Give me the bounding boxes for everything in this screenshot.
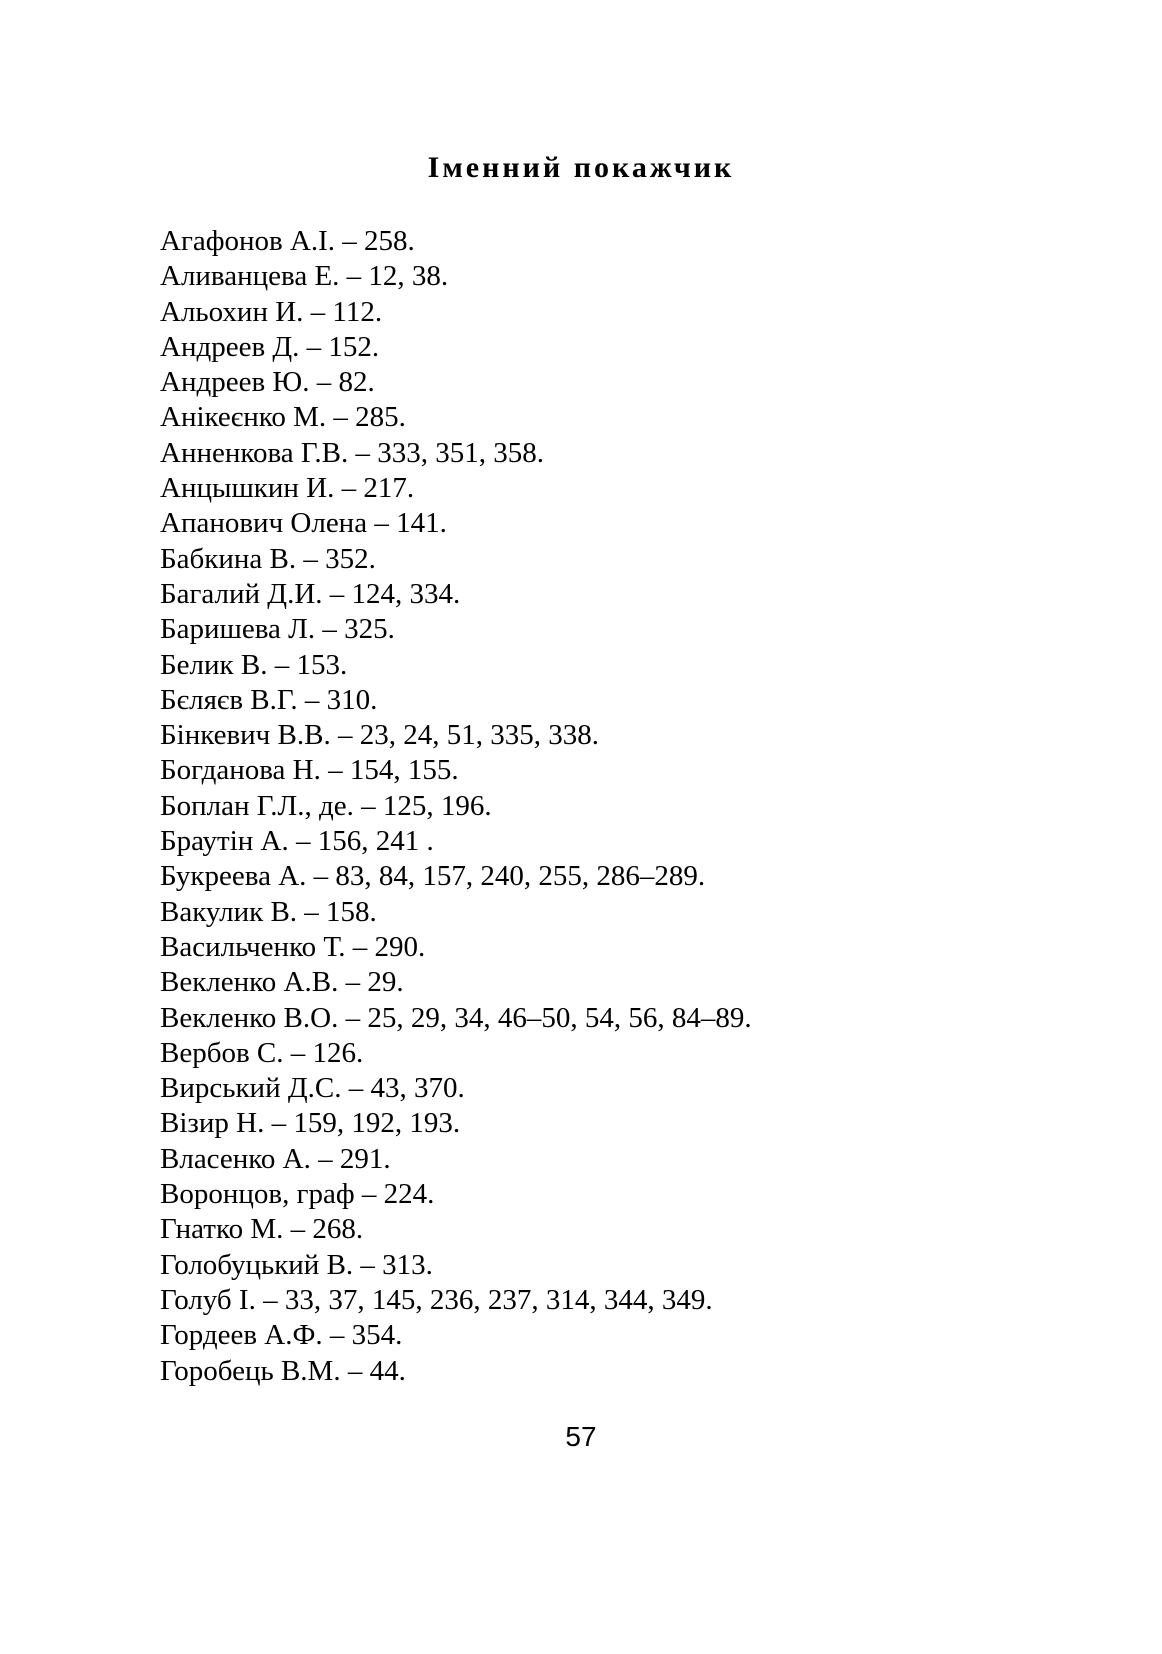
index-entry: Вакулик В. – 158. — [160, 895, 377, 928]
index-entry: Вербов С. – 126. — [160, 1036, 364, 1069]
page-number: 57 — [565, 1421, 597, 1452]
index-entry: Баришева Л. – 325. — [160, 613, 395, 646]
index-entry: Боплан Г.Л., де. – 125, 196. — [160, 789, 492, 822]
index-entry: Андреев Ю. – 82. — [160, 366, 375, 399]
index-entry: Голобуцький В. – 313. — [160, 1248, 433, 1281]
index-entry: Анненкова Г.В. – 333, 351, 358. — [160, 436, 545, 469]
index-entry: Богданова Н. – 154, 155. — [160, 754, 459, 787]
index-entry: Альохин И. – 112. — [160, 295, 383, 328]
index-entry: Анцышкин И. – 217. — [160, 472, 415, 505]
index-entry: Бєляєв В.Г. – 310. — [160, 683, 378, 716]
index-entry: Вирський Д.С. – 43, 370. — [160, 1072, 465, 1105]
index-entry: Анікеєнко М. – 285. — [160, 401, 406, 434]
index-entry: Андреев Д. – 152. — [160, 330, 380, 363]
index-entry: Багалий Д.И. – 124, 334. — [160, 577, 461, 610]
index-entry: Агафонов А.І. – 258. — [160, 225, 415, 257]
index-entry: Апанович Олена – 141. — [160, 507, 447, 540]
index-entry: Васильченко Т. – 290. — [160, 930, 426, 963]
index-entry: Векленко В.О. – 25, 29, 34, 46–50, 54, 56, 84–89. — [160, 1001, 752, 1034]
index-entry: Власенко А. – 291. — [160, 1142, 391, 1175]
index-entry: Воронцов, граф – 224. — [160, 1178, 435, 1211]
index-entry: Горобець В.М. – 44. — [160, 1354, 406, 1387]
index-entry: Гордеев А.Ф. – 354. — [160, 1319, 403, 1352]
page-title: Іменний покажчик — [427, 151, 735, 184]
index-entry: Бінкевич В.В. – 23, 24, 51, 335, 338. — [160, 719, 599, 752]
index-entry: Букреева А. – 83, 84, 157, 240, 255, 286–289. — [160, 860, 706, 893]
index-entry: Бабкина В. – 352. — [160, 542, 376, 575]
index-entry: Гнатко М. – 268. — [160, 1213, 364, 1246]
index-entry: Браутін А. – 156, 241 . — [160, 825, 434, 858]
name-index-list — [160, 224, 1062, 1389]
index-entry: Аливанцева Е. – 12, 38. — [160, 260, 449, 293]
index-entry: Векленко А.В. – 29. — [160, 966, 404, 999]
index-entry: Візир Н. – 159, 192, 193. — [160, 1107, 461, 1140]
index-entry: Голуб І. – 33, 37, 145, 236, 237, 314, 344, 349. — [160, 1283, 713, 1316]
index-entry: Белик В. – 153. — [160, 648, 348, 681]
